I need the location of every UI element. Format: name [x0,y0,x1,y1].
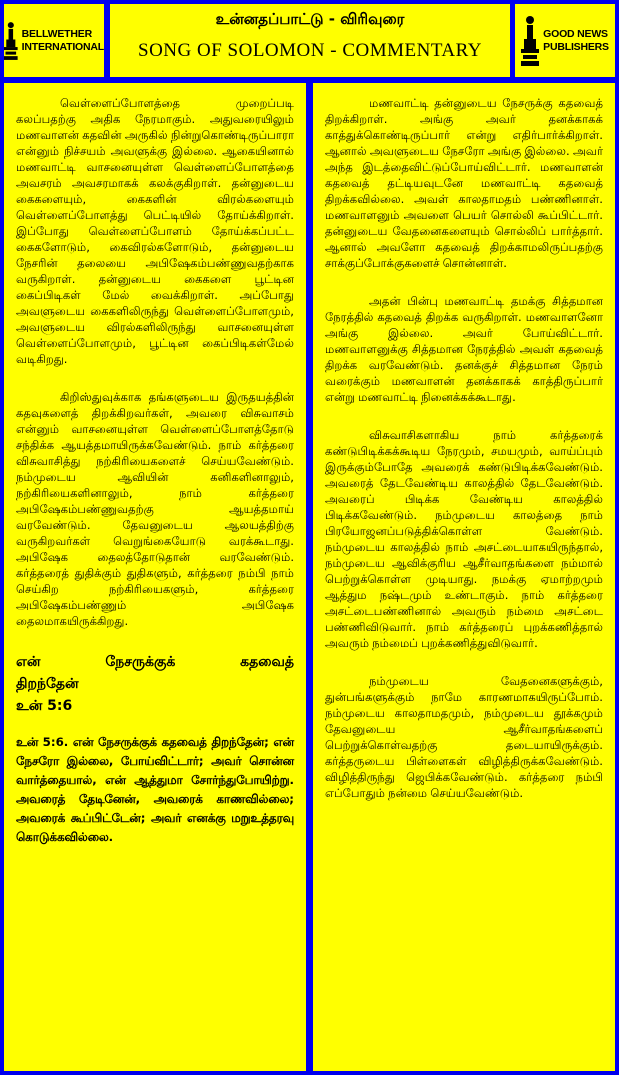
bellwether-logo [4,4,104,77]
left-logo-line1: BELLWETHER [21,27,92,40]
section-heading [16,651,294,717]
good-news-figure-icon [521,15,539,67]
left-column [4,83,306,1071]
right-logo-line1: GOOD NEWS [543,27,608,40]
right-paragraph-1: மணவாட்டி தன்னுடைய நேசருக்கு கதவைத் திறக்கிறாள். அங்கு அவர் தனக்காகக் காத்துக்கொண்டிருப்பார் என்று எதிர்பார்க்கிறாள். ஆனால் அவளுடைய நேசரோ அங்கு இல்லை. அவர் அந்த இடத்தைவிட்டுப்போய்விட்டார். மணவாளன் கதவைத் தட்டியவுடனே மணவாட்டி கதவைத் திறக்கவில்லை. அவள் காலதாமதம் பண்ணினாள். மணவாளனும் அவளை பெயர் சொல்லி கூப்பிட்டார். தன்னுடைய வேதனைகளையும் சொல்லிப் பார்த்தார். ஆனால் அவளோ கதவைத் திறக்காமலிருப்பதற்கு சாக்குப்போக்குகளைச் சொன்னாள். [325,96,603,270]
section-heading-line2: திறந்தேன் [16,676,79,692]
section-heading-line1: என் நேசருக்குக் கதவைத் [16,654,294,670]
header-title-box [110,4,510,77]
right-paragraph-2: அதன் பின்பு மணவாட்டி தமக்கு சித்தமான நேரத்தில் கதவைத் திறக்க வருகிறாள். மணவாளனோ அங்கு இல்லை. அவர் போய்விட்டார். மணவாளனுக்கு சித்தமான நேரத்தில் அவள் கதவைத் திறக்க வரவேண்டும். தனக்குச் சித்தமான நேரம் வரைக்கும் மணவாளன் தனக்காகக் காத்திருப்பார் என்று மணவாட்டி நினைக்கக்கூடாது. [325,294,603,404]
right-logo-line2: PUBLISHERS [543,40,609,53]
bellwether-figure-icon [4,15,18,67]
good-news-logo [515,4,615,77]
page-title-english: SONG OF SOLOMON - COMMENTARY [138,40,482,61]
right-column [313,83,615,1071]
page-title-tamil: உன்னதப்பாட்டு - விரிவுரை [215,10,405,28]
right-paragraph-3: விசுவாசிகளாகிய நாம் கர்த்தரைக் கண்டுபிடிக்கக்கூடிய நேரமும், சமயமும், வாய்ப்பும் இருக்கும்போதே அவரைக் கண்டுபிடிக்கவேண்டும். அவரைத் தேடவேண்டிய காலத்தில் தேடவேண்டும். அவரைப் பிடிக்க வேண்டிய காலத்தில் பிடிக்கவேண்டும். நம்முடைய காலத்தை நாம் பிரயோஜனப்படுத்திக்கொள்ள வேண்டும். நம்முடைய காலத்தில் நாம் அசட்டையாகயிருந்தால், நம்முடைய ஆவிக்குரிய ஆசீர்வாதங்களை நம்மால் பெற்றுக்கொள்ள முடியாது. நமக்கு ஏமாற்றமும் ஆத்தும நஷ்டமும் உண்டாகும். நாம் கர்த்தரை அசட்டைபண்ணினால் அவரும் நம்மை அசட்டை பண்ணிவிடுவார். நாம் கர்த்தரைப் புறக்கணித்தால் அவரும் நம்மைப் புறக்கணித்துவிடுவார். [325,428,603,650]
left-logo-line2: INTERNATIONAL [21,40,104,53]
right-paragraph-4: நம்முடைய வேதனைகளுக்கும், துன்பங்களுக்கும் நாமே காரணமாகயிருப்போம். நம்முடைய காலதாமதமும், நம்முடைய தூக்கமும் தேவனுடைய ஆசீர்வாதங்களைப் பெற்றுக்கொள்வதற்கு தடையாயிருக்கும். கர்த்தருடைய பிள்ளைகள் விழித்திருக்கவேண்டும். விழித்திருந்து ஜெபிக்கவேண்டும். கர்த்தரை நம்பி எப்போதும் நன்மை செய்யவேண்டும். [325,674,603,800]
left-paragraph-1: வெள்ளைப்போளத்தை முறைப்படி கலப்பதற்கு அதிக நேரமாகும். அதுவரையிலும் மணவாளன் கதவின் அருகில் நின்றுகொண்டிருப்பாரா என்னும் நிச்சயம் அவளுக்கு இல்லை. ஆகையினால் மணவாட்டி வாசனையுள்ள வெள்ளைப்போளத்தை அவசரம் அவசரமாகக் கலக்குகிறாள். தன்னுடைய கைகளையும், கைகளின் விரல்களையும் வெள்ளைப்போளத்து பெட்டியில் தோய்க்கிறாள். இப்போது வெள்ளைப்போளம் தோய்க்கப்பட்ட கைகளோடும், கைவிரல்களோடும், தன்னுடைய நேசரின் தலையை அபிஷேகம்பண்ணுவதற்காக வருகிறாள். தன்னுடைய கைகளை பூட்டின கைப்பிடிகள் மேல் வைக்கிறாள். அப்போது அவளுடைய கைகளிலிருந்து வெள்ளைப்போளமும், அவளுடைய விரல்களிலிருந்து வாசனையுள்ள வெள்ளைப்போளமும், பூட்டின கைப்பிடிகள்மேல் வடிகிறது. [16,96,294,366]
left-paragraph-2: கிறிஸ்துவுக்காக தங்களுடைய இருதயத்தின் கதவுகளைத் திறக்கிறவர்கள், அவரை விசுவாசம் என்னும் வாசனையுள்ள வெள்ளைப்போளத்தோடு சந்திக்க ஆயத்தமாயிருக்கவேண்டும். நாம் கர்த்தரை விசுவாசித்து நற்கிரியைகளைச் செய்யவேண்டும். நம்முடைய ஆவியின் கனிகளினாலும், நற்கிரியைகளினாலும், நாம் கர்த்தரை அபிஷேகம்பண்ணுவதற்கு ஆயத்தமாய் வரவேண்டும். தேவனுடைய ஆலயத்திற்கு வருகிறவர்கள் வெறுங்கையோடு வரக்கூடாது. அபிஷேக தைலத்தோடுதான் வரவேண்டும். கர்த்தரைத் துதிக்கும் துதிகளும், கர்த்தரை நம்பி நாம் செய்கிற நற்கிரியைகளும், கர்த்தரை அபிஷேகம்பண்ணும் அபிஷேக தைலமாகயிருக்கிறது. [16,390,294,628]
bible-verse: உன் 5:6. என் நேசருக்குக் கதவைத் திறந்தேன்; என் நேசரோ இல்லை, போய்விட்டார்; அவர் சொன்ன வார்த்தையால், என் ஆத்துமா சோர்ந்துபோயிற்று. அவரைத் தேடினேன், அவரைக் காணவில்லை; அவரைக் கூப்பிட்டேன்; அவர் எனக்கு மறுஉத்தரவு கொடுக்கவில்லை. [16,735,294,844]
section-heading-reference: உன் 5:6 [16,698,73,714]
